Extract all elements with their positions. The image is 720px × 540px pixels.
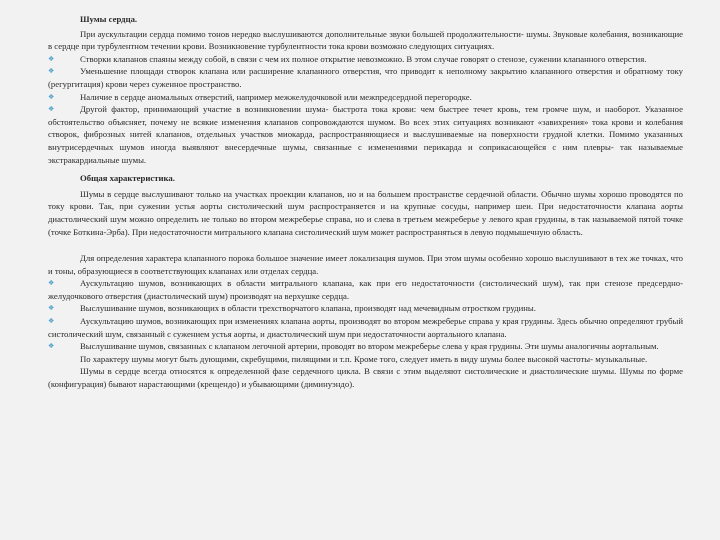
paragraph: Для определения характера клапанного порока большое значение имеет локализация шумов. При этом шумы особенно хорошо выслушивают в тех же точках, что и тоны, образующиеся в соответствующих клапанах или отделах сердца. [48, 253, 683, 276]
bullet-text: Выслушивание шумов, возникающих в области трехстворчатого клапана, производят над мечевидным отростком грудины. [80, 303, 536, 314]
bullet-item [48, 103, 683, 166]
bullet-item [48, 65, 683, 90]
bullet-text: Аускультацию шумов, возникающих в области митрального клапана, как при его недостаточности (систолический шум), так при стенозе предсердно-желудочкового отверстия (диастолический шум) производят на верхушке сердца. [48, 278, 683, 301]
paragraph: Шумы в сердце всегда относятся к определенной фазе сердечного цикла. В связи с этим выделяют систолические и диастолические шумы. Шумы по форме (конфигурация) бывают нарастающими (крещендо) и убывающими (диминуэндо). [48, 366, 683, 390]
bullet-item [48, 340, 683, 353]
bullet-icon: ❖ [48, 67, 55, 76]
bullet-item [48, 53, 683, 66]
bullet-icon: ❖ [48, 54, 55, 63]
bullet-text: Створки клапанов спаяны между собой, в связи с чем их полное открытие невозможно. В этом случае говорят о стенозе, сужении клапанного отверстия. [80, 53, 647, 64]
bullet-text: Аускультацию шумов, возникающих при изменениях клапана аорты, производят во втором межреберье справа у края грудины. Здесь обычно определяют грубый систолический шум, связанный с сужением устья аорты, и диастолический шум при недостаточности аортального клапана. [48, 316, 683, 339]
paragraph: По характеру шумы могут быть дующими, скребущими, пилящими и т.п. Кроме того, следует иметь в виду шумы более высокой частоты- музыкальные. [80, 353, 648, 364]
bullet-icon: ❖ [48, 92, 55, 101]
bullet-item [48, 315, 683, 340]
bullet-icon: ❖ [48, 317, 55, 326]
bullet-icon: ❖ [48, 342, 55, 351]
bullet-item [48, 277, 683, 302]
document-page [48, 13, 683, 391]
bullet-item [48, 302, 683, 315]
paragraph: Шумы в сердце выслушивают только на участках проекции клапанов, но и на большем пространстве сердечной области. Обычно шумы хорошо проводятся по току крови. Так, при сужении устья аорты систолический шум распространяется и на крупные сосуды, например шеи. При недостаточности клапана аорты диастолический шум можно определить не только во втором межреберье справа, но и слева в третьем межреберье у левого края грудины, в так называемой пятой точке (точке Боткина-Эрба). При недостаточности митрального клапана систолический шум может распространяться в левую подмышечную область. [48, 188, 683, 237]
bullet-text: Уменьшение площади створок клапана или расширение клапанного отверстия, что приводит к неполному закрытию клапанного отверстия и обратному току (регургитация) крови через суженное пространство. [48, 66, 683, 89]
section-title-general-characteristics: Общая характеристика. [80, 173, 175, 184]
bullet-icon: ❖ [48, 279, 55, 288]
bullet-text: Другой фактор, принимающий участие в возникновении шума- быстрота тока крови: чем быстрее течет кровь, тем громче шум, и наоборот. Указанное обстоятельство объясняет, почему не всякие изменения клапанов сопровождаются шумом. Во всех этих ситуациях возникают «завихрения» тока крови и колебания створок, фиброзных нитей клапанов, отдельных участков миокарда, распространяющиеся и выслушиваемые на поверхности грудной клетки. Помимо указанных внутрисердечных шумов иногда выявляют внесердечные шумы, связанные с изменениями перикарда и соприкасающейся с ним плевры- так называемые экстракардиальные шумы. [48, 104, 683, 165]
bullet-text: Наличие в сердце аномальных отверстий, например межжелудочковой или межпредсердной перегородке. [80, 91, 472, 102]
bullet-item [48, 91, 683, 104]
bullet-text: Выслушивание шумов, связанных с клапаном легочной артерии, проводят во втором межреберье слева у края грудины. Эти шумы аналогичны аортальным. [80, 341, 659, 352]
intro-paragraph: При аускультации сердца помимо тонов нередко выслушиваются дополнительные звуки большей продолжительности- шумы. Звуковые колебания, возникающие в сердце при турбулентном течении крови. Возникновение турбулентности тока крови возможно следующих ситуациях. [48, 28, 683, 52]
section-title-heart-murmurs: Шумы сердца. [80, 14, 138, 24]
bullet-icon: ❖ [48, 105, 55, 114]
bullet-icon: ❖ [48, 304, 55, 313]
